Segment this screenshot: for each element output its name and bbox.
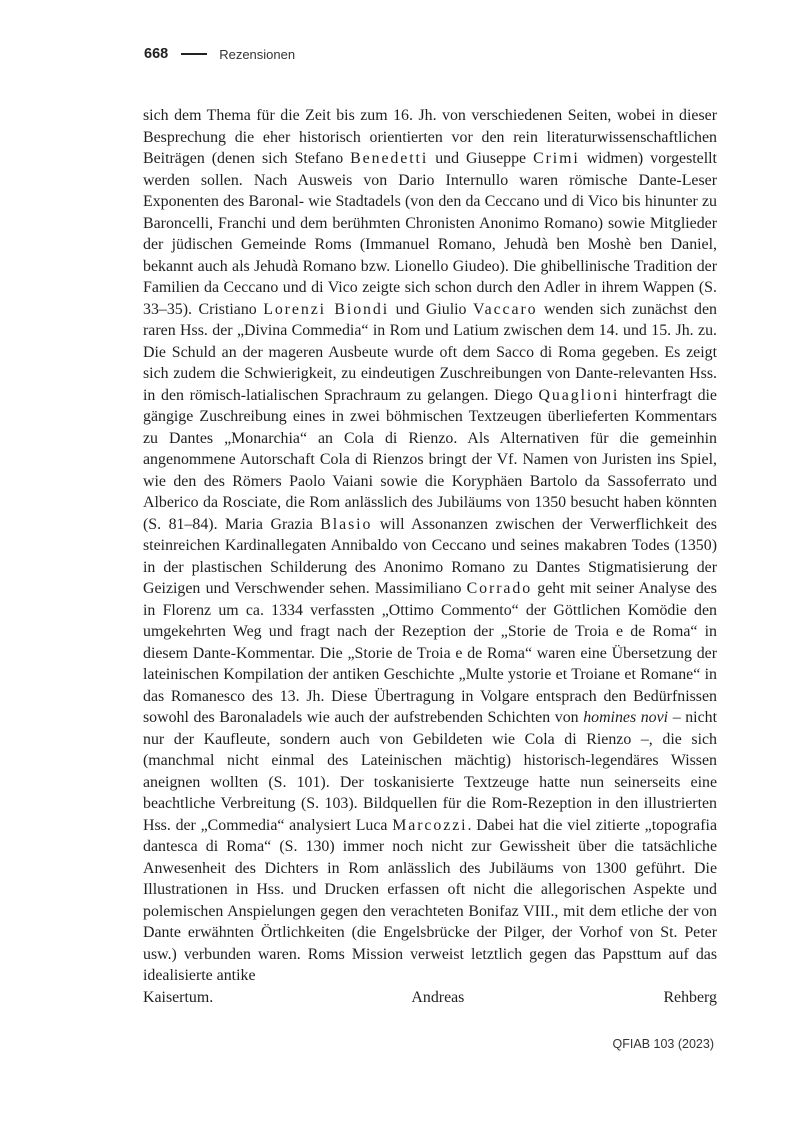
reviewer-name: Andreas Rehberg bbox=[411, 988, 717, 1006]
author-name: Lorenzi Biondi bbox=[263, 300, 390, 318]
author-name: Crimi bbox=[533, 150, 580, 167]
author-name: Vaccaro bbox=[472, 300, 538, 318]
author-name: Blasio bbox=[320, 515, 373, 533]
review-paragraph: sich dem Thema für die Zeit bis zum 16. Jh. von verschiedenen Seiten, wobei in dieser Besprechung die eher historisch orientierten vor den rein literaturwissenschaftlichen Beiträgen (denen sich Stefano Benedetti und Giuseppe Crimi widmen) vorgestellt werden sollen. Nach Ausweis von Dario Internullo waren römische Dante-Leser Exponenten des Baronal- wie Stadtadels (von den da Ceccano und di Vico bis hinunter zu Baroncelli, Franchi und dem berühmten Chronisten Anonimo Romano) sowie Mitglieder der jüdischen Gemeinde Roms (Immanuel Romano, Jehudà ben Moshè ben Daniel, bekannt auch als Jehudà Romano bzw. Lionello Giudeo). Die ghibellinische Tradition der Familien da Ceccano und di Vico zeigte sich schon durch den Adler in ihrem Wappen (S. 33–35). Cristiano Lorenzi Biondi und Giulio Vaccaro wenden sich zunächst den raren Hss. der „Divina Commedia“ in Rom und Latium zwischen dem 14. und 15. Jh. zu. Die Schuld an der mageren Ausbeute wurde oft dem Sacco di Roma gegeben. Es zeigt sich zudem die Schwierigkeit, zu eindeutigen Zuschreibungen von Dante-relevanten Hss. in den römisch-latialischen Sprachraum zu gelangen. Diego Quaglioni hinterfragt die gängige Zuschreibung eines in zwei böhmischen Textzeugen überlieferten Kommentars zu Dantes „Monarchia“ an Cola di Rienzo. Als Alternativen für die gemeinhin angenommene Autorschaft Cola di Rienzos bringt der Vf. Namen von Juristen ins Spiel, wie den des Römers Paolo Vaiani sowie die Koryphäen Bartolo da Sassoferrato und Alberico da Rosciate, die Rom anlässlich des Jubiläums von 1350 besucht haben könnten (S. 81–84). Maria Grazia Blasio will Assonanzen zwischen der Verwerflichkeit des steinreichen Kardinallegaten Annibaldo von Ceccano und seines makabren Todes (1350) in der plastischen Schilderung des Anonimo Romano zu Dantes Stigmatisierung der Geizigen und Verschwender sehen. Massimiliano Corrado geht mit seiner Analyse des in Florenz um ca. 1334 verfassten „Ottimo Commento“ der Göttlichen Komödie den umgekehrten Weg und fragt nach der Rezeption der „Storie de Troia e de Roma“ in diesem Dante-Kommentar. Die „Storie de Troia e de Roma“ waren eine Übersetzung der lateinischen Kompilation der antiken Geschichte „Multe ystorie et Troiane et Romane“ in das Romanesco des 13. Jh. Diese Übertragung in Volgare entsprach den Bedürfnissen sowohl des Baronaladels wie auch der aufstrebenden Schichten von homines novi – nicht nur der Kaufleute, sondern auch von Gebildeten wie Cola di Rienzo –, die sich (manchmal nicht einmal des Lateinischen mächtig) historisch-legendäres Wissen aneignen wollten (S. 101). Der toskanisierte Textzeuge hatte nun seinerseits eine beachtliche Verbreitung (S. 103). Bildquellen für die Rom-Rezeption in den illustrierten Hss. der „Commedia“ analysiert Luca Marcozzi. Dabei hat die viel zitierte „topografia dantesca di Roma“ (S. 130) immer noch nicht zur Gewissheit über die tatsächliche Anwesenheit des Dichters in Rom anlässlich des Jubiläums von 1300 geführt. Die Illustrationen in Hss. und Drucken erfassen oft nicht die allegorischen Aspekte und polemischen Anspielungen gegen den verachteten Bonifaz VIII., mit dem etliche der von Dante erwähnten Örtlichkeiten (die Engelsbrücke der Pilger, der Vorhof von St. Peter usw.) verbunden waren. Roms Mission verweist letztlich gegen das Papsttum auf das idealisierte antike bbox=[143, 107, 718, 984]
review-body bbox=[143, 105, 717, 1008]
running-head: Rezensionen bbox=[219, 46, 296, 62]
author-name: Marcozzi bbox=[392, 816, 468, 834]
page-header bbox=[144, 42, 295, 66]
closing-line bbox=[143, 987, 717, 1009]
author-name: Corrado bbox=[466, 580, 533, 597]
author-name: Benedetti bbox=[350, 150, 429, 167]
header-rule bbox=[181, 53, 207, 55]
author-name: Quaglioni bbox=[538, 386, 620, 404]
journal-footer: QFIAB 103 (2023) bbox=[612, 1037, 714, 1051]
italic-term: homines novi bbox=[583, 709, 669, 726]
page-number: 668 bbox=[144, 46, 169, 62]
last-word: Kaisertum. bbox=[143, 988, 214, 1006]
